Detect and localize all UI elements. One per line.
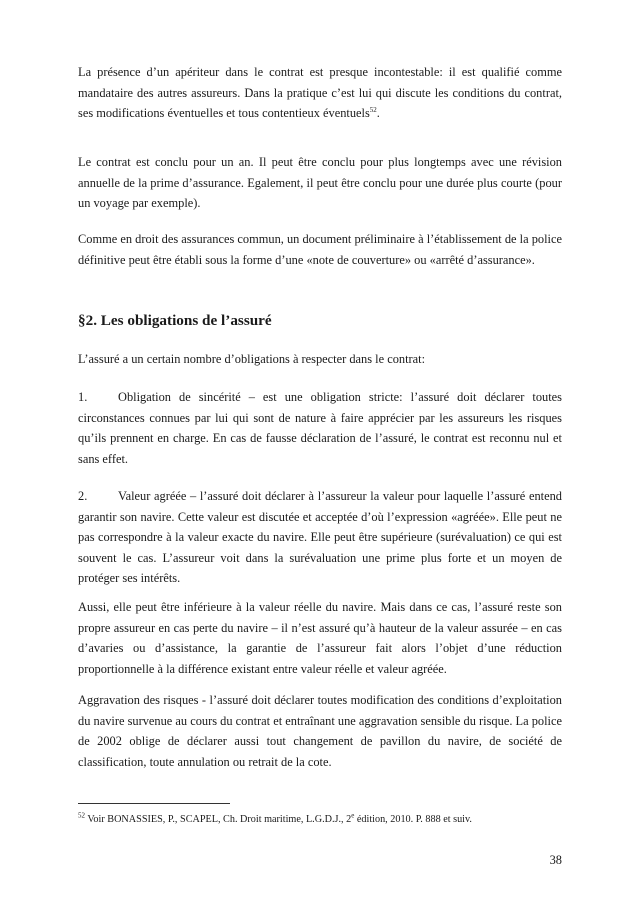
footnote-separator [78,803,230,804]
paragraph-sous-evaluation: Aussi, elle peut être inférieure à la valeur réelle du navire. Mais dans ce cas, l’assuré reste son propre assureur en cas perte du navire – il n’est assuré qu’à hauteur de la valeur assurée – en cas d’avaries ou d’assistance, la garantie de l’assureur fait alors l’objet d’une réduction proportionnelle à la différence existant entre valeur réelle et valeur agréée. [78,600,562,676]
footnote-number: 52 [78,811,85,820]
list-item-number: 1. [78,390,88,404]
footnote-reference[interactable]: 52 [369,105,377,114]
list-item-text: Obligation de sincérité – est une obligation stricte: l’assuré doit déclarer toutes circonstances connues par lui qui sont de nature à faire apprécier par les assureurs les risques qu’ils prennent en charge. En cas de fausse déclaration de l’assuré, le contrat est reconnu nul et sans effet. [78,390,562,466]
paragraph-aggravation-risques: Aggravation des risques - l’assuré doit déclarer toutes modification des conditions d’exploitation du navire survenue au cours du contrat et entraînant une aggravation sensible du risque. La police de 2002 oblige de déclarer aussi tout changement de pavillon du navire, de société de classification, toute annulation ou retrait de la cote. [78,693,562,769]
section-heading: §2. Les obligations de l’assuré [78,312,272,329]
list-item-valeur-agreee [78,486,562,589]
list-item-sincerite [78,387,562,469]
footnote: $^{52}$ Voir BONASSIES, P., SCAPEL, Ch. Droit maritime, L.G.D.J., 2e édition, 2010. P. 888 et suiv. [78,811,472,825]
paragraph-text: La présence d’un apériteur dans le contrat est presque incontestable: il est qualifié comme mandataire des autres assureurs. Dans la pratique c’est lui qui discute les conditions du contrat, ses modifications éventuelles et tous contentieux éventuels [78,65,562,120]
paragraph-duree-contrat: Le contrat est conclu pour un an. Il peut être conclu pour plus longtemps avec une révision annuelle de la prime d’assurance. Egalement, il peut être conclu pour une durée plus courte (pour un voyage par exemple). [78,155,562,210]
paragraph-obligations-intro: L’assuré a un certain nombre d’obligations à respecter dans le contrat: [78,352,426,366]
list-item-number: 2. [78,489,88,503]
paragraph-aperiteur: La présence d’un apériteur dans le contrat est presque incontestable: il est qualifié comme mandataire des autres assureurs. Dans la pratique c’est lui qui discute les conditions du contrat, ses modifications éventuelles et tous contentieux éventuels$^{52}$. [78,65,562,120]
list-item-text: Valeur agréée – l’assuré doit déclarer à l’assureur la valeur pour laquelle l’assuré entend garantir son navire. Cette valeur est discutée et acceptée d’où l’expression «agréée». Elle peut ne pas correspondre à la valeur exacte du navire. Elle peut être supérieure (surévaluation) ce qui est souvent le cas. L’assureur voit dans la surévaluation une prime plus forte et un moyen de protéger ses intérêts. [78,489,562,585]
paragraph-note-couverture: Comme en droit des assurances commun, un document préliminaire à l’établissement de la police définitive peut être établi sous la forme d’une «note de couverture» ou «arrêté d’assurance». [78,232,562,267]
page-number: 38 [549,853,562,867]
